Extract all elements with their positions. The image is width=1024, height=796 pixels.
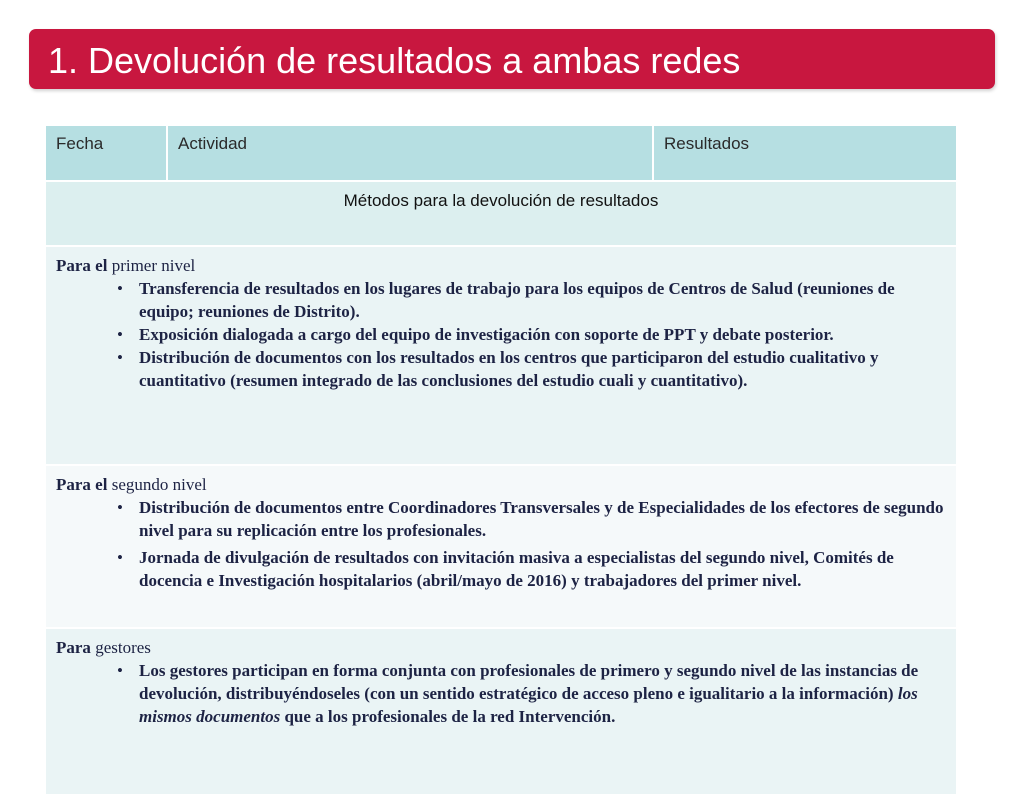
- list-item: • Transferencia de resultados en los lugares de trabajo para los equipos de Centros de Salud (reuniones de equipo; reuniones de Distrito).: [56, 277, 944, 323]
- section-heading-bold: Para el: [56, 475, 108, 494]
- bullet-list: [56, 659, 944, 728]
- section-heading-rest: primer nivel: [107, 256, 196, 275]
- header-resultados: Resultados: [653, 125, 957, 181]
- section-heading-bold: Para el: [56, 256, 108, 275]
- header-fecha: Fecha: [45, 125, 167, 181]
- section-segundo-nivel: [45, 465, 957, 628]
- list-item: • Distribución de documentos entre Coordinadores Transversales y de Especialidades de los efectores de segundo nivel para su replicación entre los profesionales.: [56, 496, 944, 542]
- section-heading: [56, 254, 944, 277]
- section-heading: [56, 636, 944, 659]
- section-heading-rest: gestores: [90, 638, 151, 657]
- bullet-text-start: Los gestores participan en forma conjunta con profesionales de primero y segundo nivel de las instancias de devolución, distribuyéndoseles (con un sentido estratégico de acceso pleno e igualitario a la información): [139, 661, 919, 703]
- slide-title: 1. Devolución de resultados a ambas redes: [48, 40, 741, 81]
- section-heading: [56, 473, 944, 496]
- bullet-text-end: que a los profesionales de la red Intervención.: [280, 707, 616, 726]
- header-actividad: Actividad: [167, 125, 653, 181]
- results-table: [44, 124, 958, 796]
- list-item: • Jornada de divulgación de resultados con invitación masiva a especialistas del segundo nivel, Comités de docencia e Investigación hospitalarios (abril/mayo de 2016) y trabajadores del primer nivel.: [56, 546, 944, 592]
- methods-row: [45, 181, 957, 246]
- section-heading-bold: Para: [56, 638, 91, 657]
- section-primer-nivel: [45, 246, 957, 465]
- list-item: [56, 659, 944, 728]
- table-header-row: [45, 125, 957, 181]
- slide-title-bar: [29, 29, 995, 89]
- bullet-text-italic: los mismos documentos: [139, 684, 918, 726]
- bullet-list: [56, 277, 944, 392]
- list-item: • Exposición dialogada a cargo del equipo de investigación con soporte de PPT y debate posterior.: [56, 323, 944, 346]
- list-item: • Distribución de documentos con los resultados en los centros que participaron del estudio cualitativo y cuantitativo (resumen integrado de las conclusiones del estudio cuali y cuantitativo).: [56, 346, 944, 392]
- section-gestores: [45, 628, 957, 795]
- bullet-list: [56, 496, 944, 592]
- section-heading-rest: segundo nivel: [107, 475, 207, 494]
- methods-title: Métodos para la devolución de resultados: [45, 181, 957, 246]
